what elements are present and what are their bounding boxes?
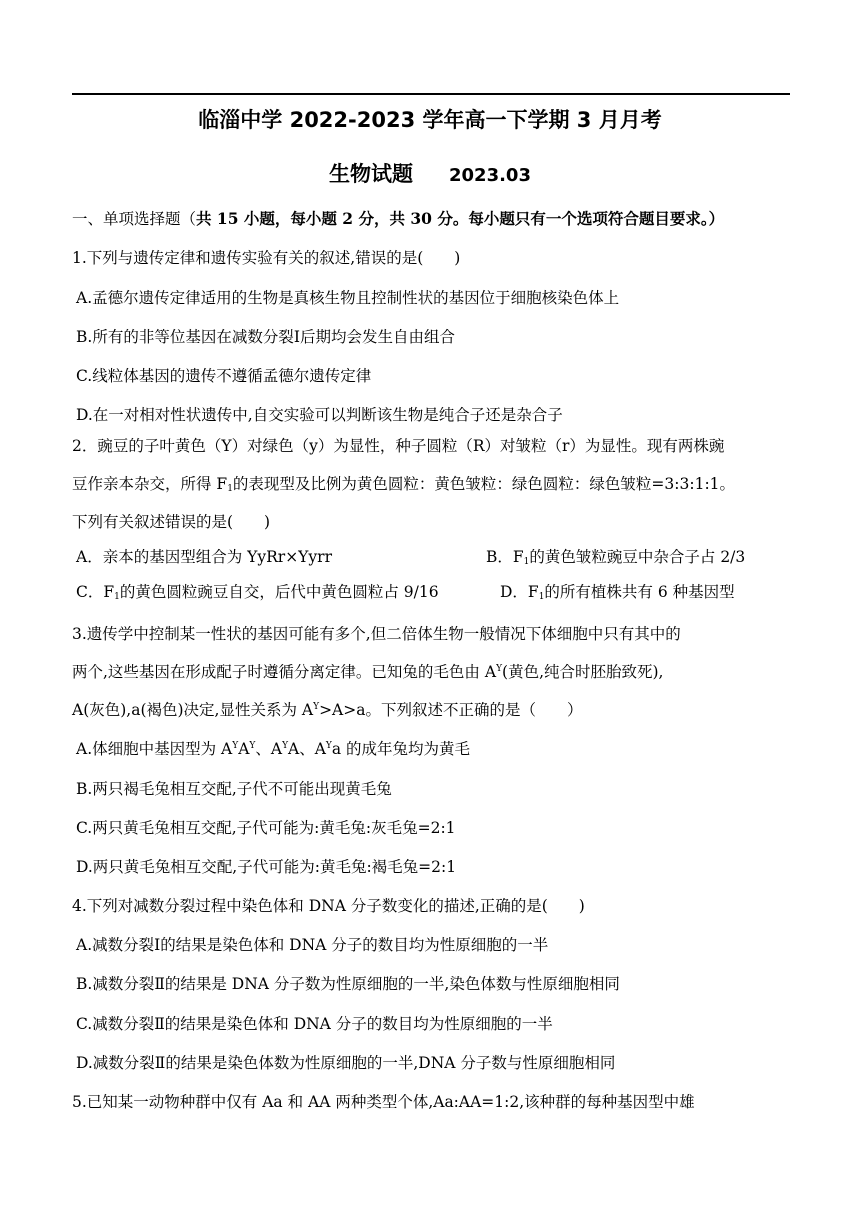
q1-option-d: D.在一对相对性状遗传中,自交实验可以判断该生物是纯合子还是杂合子 bbox=[76, 406, 563, 424]
exam-date: 2023.03 bbox=[449, 165, 531, 186]
q2-stem-line3: 下列有关叙述错误的是( ) bbox=[72, 513, 271, 531]
q4-option-c: C.减数分裂Ⅱ的结果是染色体和 DNA 分子的数目均为性原细胞的一半 bbox=[76, 1015, 553, 1033]
q4-option-a: A.减数分裂Ⅰ的结果是染色体和 DNA 分子的数目均为性原细胞的一半 bbox=[76, 936, 549, 954]
q3-stem-line3: A(灰色),a(褐色)决定,显性关系为 $A^Y>A>a$。下列叙述不正确的是（ ） bbox=[72, 701, 583, 719]
q3-stem-line1: 3.遗传学中控制某一性状的基因可能有多个,但二倍体生物一般情况下体细胞中只有其中的 bbox=[72, 625, 681, 643]
header-rule bbox=[72, 93, 790, 95]
q1-option-b: B.所有的非等位基因在减数分裂Ⅰ后期均会发生自由组合 bbox=[76, 328, 455, 346]
q3-stem-line2: 两个,这些基因在形成配子时遵循分离定律。已知兔的毛色由 $A^Y$(黄色,纯合时胚胎致死), bbox=[72, 663, 664, 681]
q4-stem: 4.下列对减数分裂过程中染色体和 DNA 分子数变化的描述,正确的是( ) bbox=[72, 897, 585, 915]
q4-option-b: B.减数分裂Ⅱ的结果是 DNA 分子数为性原细胞的一半,染色体数与性原细胞相同 bbox=[76, 975, 620, 993]
q2-option-d: D．$F_1$的所有植株共有 6 种基因型 bbox=[500, 583, 735, 602]
q2-stem-line1: 2．豌豆的子叶黄色（Y）对绿色（y）为显性，种子圆粒（R）对皱粒（r）为显性。现有两株豌 bbox=[72, 437, 725, 455]
q2-stem-line2: 豆作亲本杂交，所得 $F_1$的表现型及比例为黄色圆粒：黄色皱粒：绿色圆粒：绿色皱粒=3:3:1:1。 bbox=[72, 475, 736, 494]
q1-option-c: C.线粒体基因的遗传不遵循孟德尔遗传定律 bbox=[76, 367, 372, 385]
q3-option-a: A.体细胞中基因型为 $A^YA^Y$、$A^YA$、$A^Ya$ 的成年兔均为黄毛 bbox=[76, 740, 471, 758]
exam-subtitle bbox=[0, 158, 860, 188]
q5-stem-line1: 5.已知某一动物种群中仅有 Aa 和 AA 两种类型个体,Aa:AA=1:2,该种群的每种基因型中雄 bbox=[72, 1093, 695, 1111]
q1-stem: 1.下列与遗传定律和遗传实验有关的叙述,错误的是( ) bbox=[72, 249, 461, 267]
q3-option-c: C.两只黄毛兔相互交配,子代可能为:黄毛兔:灰毛兔=2:1 bbox=[76, 819, 456, 837]
q3-option-b: B.两只褐毛兔相互交配,子代不可能出现黄毛兔 bbox=[76, 780, 392, 798]
q2-option-c: C．$F_1$的黄色圆粒豌豆自交，后代中黄色圆粒占 9/16 bbox=[76, 583, 439, 602]
q2-option-b: B．$F_1$的黄色皱粒豌豆中杂合子占 2/3 bbox=[486, 548, 746, 567]
subject-title: 生物试题 bbox=[329, 162, 413, 186]
section-heading: 一、单项选择题（共 15 小题，每小题 2 分，共 30 分。每小题只有一个选项符合题目要求。） bbox=[72, 209, 725, 228]
q4-option-d: D.减数分裂Ⅱ的结果是染色体数为性原细胞的一半,DNA 分子数与性原细胞相同 bbox=[76, 1054, 616, 1072]
exam-title: 临淄中学 2022-2023 学年高一下学期 3 月月考 bbox=[198, 108, 662, 132]
q2-option-a: A．亲本的基因型组合为 YyRr×Yyrr bbox=[76, 548, 332, 566]
q1-option-a: A.孟德尔遗传定律适用的生物是真核生物且控制性状的基因位于细胞核染色体上 bbox=[76, 289, 620, 307]
q3-option-d: D.两只黄毛兔相互交配,子代可能为:黄毛兔:褐毛兔=2:1 bbox=[76, 858, 457, 876]
